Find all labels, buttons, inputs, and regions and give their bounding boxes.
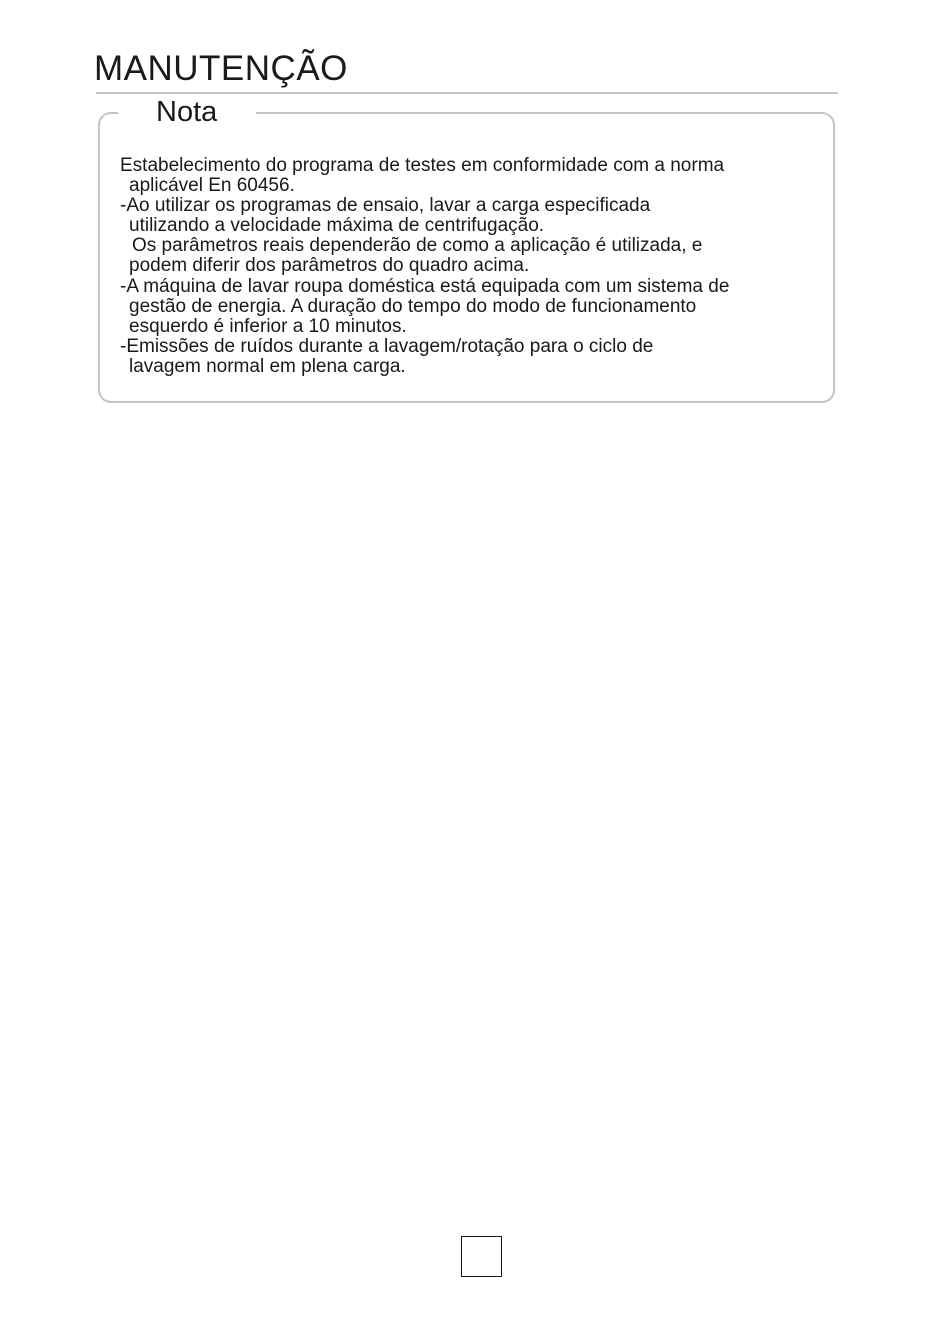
note-line: -A máquina de lavar roupa doméstica está equipada com um sistema de: [120, 275, 730, 297]
page-number-box: [461, 1236, 502, 1277]
note-body: [120, 156, 820, 377]
note-line: esquerdo é inferior a 10 minutos.: [129, 315, 407, 337]
note-line: aplicável En 60456.: [129, 175, 295, 197]
note-line: -Emissões de ruídos durante a lavagem/rotação para o ciclo de: [120, 335, 654, 357]
note-line: Os parâmetros reais dependerão de como a aplicação é utilizada, e: [132, 235, 703, 257]
note-line: Estabelecimento do programa de testes em conformidade com a norma: [120, 155, 725, 176]
note-line: podem diferir dos parâmetros do quadro acima.: [129, 255, 530, 277]
title-divider: [96, 92, 838, 94]
note-line: -Ao utilizar os programas de ensaio, lavar a carga especificada: [120, 195, 651, 217]
note-line: gestão de energia. A duração do tempo do modo de funcionamento: [129, 295, 697, 317]
page-title: MANUTENÇÃO: [94, 49, 348, 88]
note-line: utilizando a velocidade máxima de centrifugação.: [129, 215, 545, 237]
note-line: lavagem normal em plena carga.: [129, 355, 406, 377]
note-label: Nota: [156, 96, 218, 128]
